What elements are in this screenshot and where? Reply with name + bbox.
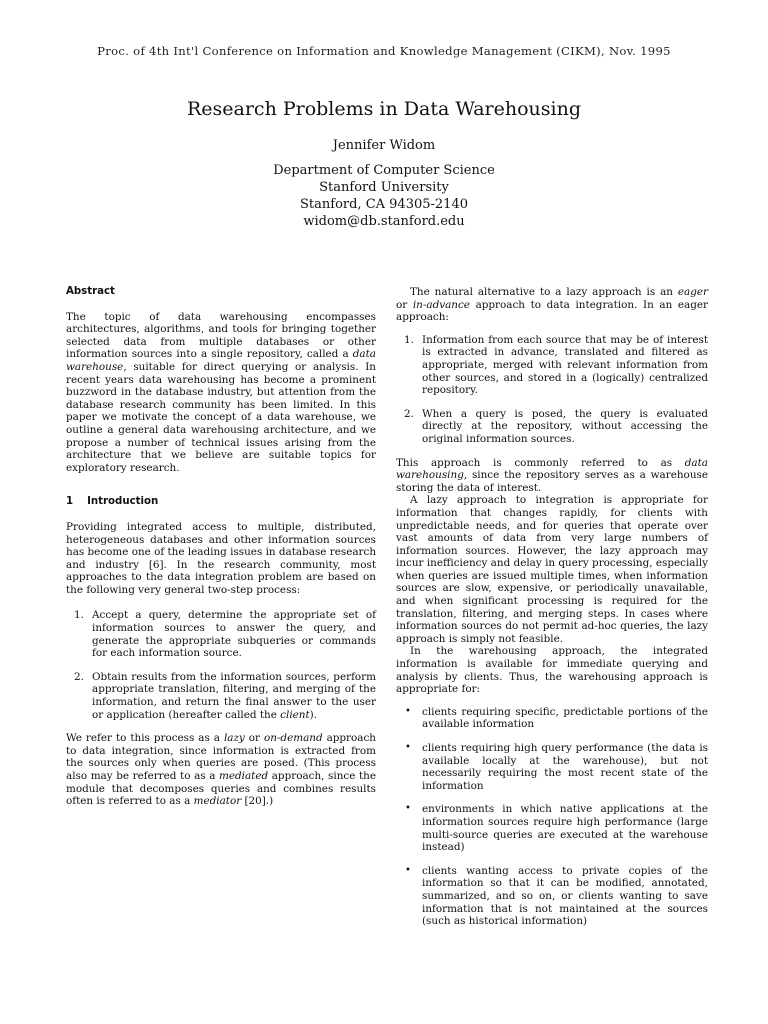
abstract-text: The topic of data warehousing encompasses architectures, algorithms, and tools for bringing together selected data from multiple databases or other information sources into a single repository, called a data warehouse, suitable for direct querying or analysis. In recent years data warehousing has become a prominent buzzword in the database industry, but attention from the database research community has been limited. In this paper we motivate the concept of a data warehouse, we outline a general data warehousing architecture, and we propose a number of technical issues arising from the architecture that we believe are suitable topics for exploratory research.	[66, 310, 376, 474]
intro-paragraph-1: Providing integrated access to multiple, distributed, heterogeneous databases and other information sources has become one of the leading issues in database research and industry [6]. In the research community, most approaches to the data integration problem are based on the following very general two-step process:	[66, 520, 377, 596]
bullet-icon: •	[405, 705, 411, 717]
affiliation-department: Department of Computer Science	[273, 163, 495, 178]
lazy-approach-paragraph: A lazy approach to integration is appropriate for information that changes rapidly, for clients with unpredictable needs, and for queries that operate over vast amounts of data from very large numbers of information sources. However, the lazy approach may incur inefficiency and delay in query processing, especially when queries are issued multiple times, when information sources are slow, expensive, or periodically unavailable, and when significant processing is required for the translation, filtering, and merging steps. In cases where information sources do not permit ad-hoc queries, the lazy approach is simply not feasible.	[396, 494, 708, 645]
author-affiliation	[0, 162, 768, 230]
list-item: 2. Obtain results from the information sources, perform appropriate translation, filtering, and merging of the information, and return the final answer to the user or application (hereafter called the client).	[74, 670, 376, 721]
eager-approach-list	[396, 334, 708, 446]
right-column	[396, 286, 708, 939]
left-column	[66, 286, 376, 821]
paper-title: Research Problems in Data Warehousing	[186, 98, 582, 120]
bullet-icon: •	[405, 864, 411, 876]
eager-intro-paragraph: The natural alternative to a lazy approach is an eager or in-advance approach to data integration. In an eager approach:	[396, 286, 708, 324]
affiliation-city: Stanford, CA 94305-2140	[300, 197, 468, 212]
list-item: 2. When a query is posed, the query is evaluated directly at the repository, without accessing the original information sources.	[404, 407, 708, 445]
list-item: 1. Information from each source that may be of interest is extracted in advance, translated and filtered as appropriate, merged with relevant information from other sources, and stored in a (logically) centralized repository.	[404, 333, 708, 397]
intro-paragraph-2: We refer to this process as a lazy or on-demand approach to data integration, since information is extracted from the sources only when queries are posed. (This process also may be referred to as a mediated approach, since the module that decomposes queries and combines results often is referred to as a mediator [20].)	[66, 732, 376, 808]
warehousing-definition-paragraph: This approach is commonly referred to as data warehousing, since the repository serves as a warehouse storing the data of interest.	[396, 456, 708, 494]
affiliation-university: Stanford University	[319, 180, 449, 195]
bullet-icon: •	[405, 803, 411, 815]
warehousing-use-cases-list	[396, 706, 708, 928]
affiliation-email: widom@db.stanford.edu	[303, 214, 465, 229]
abstract-heading: Abstract	[66, 286, 115, 297]
introduction-heading	[66, 496, 376, 509]
list-item: • clients requiring specific, predictable portions of the available information	[405, 705, 708, 731]
two-step-process-list	[66, 609, 376, 721]
section-number: 1	[66, 496, 74, 508]
list-item: • clients wanting access to private copies of the information so that it can be modified, annotated, summarized, and so on, or clients wanting to save information that is not maintained at the sources (such as historical information)	[405, 864, 708, 928]
conference-header: Proc. of 4th Int'l Conference on Information and Knowledge Management (CIKM), Nov. 1995	[97, 44, 671, 58]
author-name: Jennifer Widom	[332, 138, 436, 153]
warehousing-approach-paragraph: In the warehousing approach, the integrated information is available for immediate querying and analysis by clients. Thus, the warehousing approach is appropriate for:	[396, 645, 708, 696]
bullet-icon: •	[405, 742, 411, 753]
list-item: • environments in which native applications at the information sources require high performance (large multi-source queries are executed at the warehouse instead)	[405, 803, 708, 854]
list-item: 1. Accept a query, determine the appropriate set of information sources to answer the query, and generate the appropriate subqueries or commands for each information source.	[74, 609, 376, 660]
list-item: • clients requiring high query performance (the data is available locally at the warehouse), but not necessarily requiring the most recent state of the information	[405, 742, 708, 792]
section-title: Introduction	[87, 496, 159, 508]
